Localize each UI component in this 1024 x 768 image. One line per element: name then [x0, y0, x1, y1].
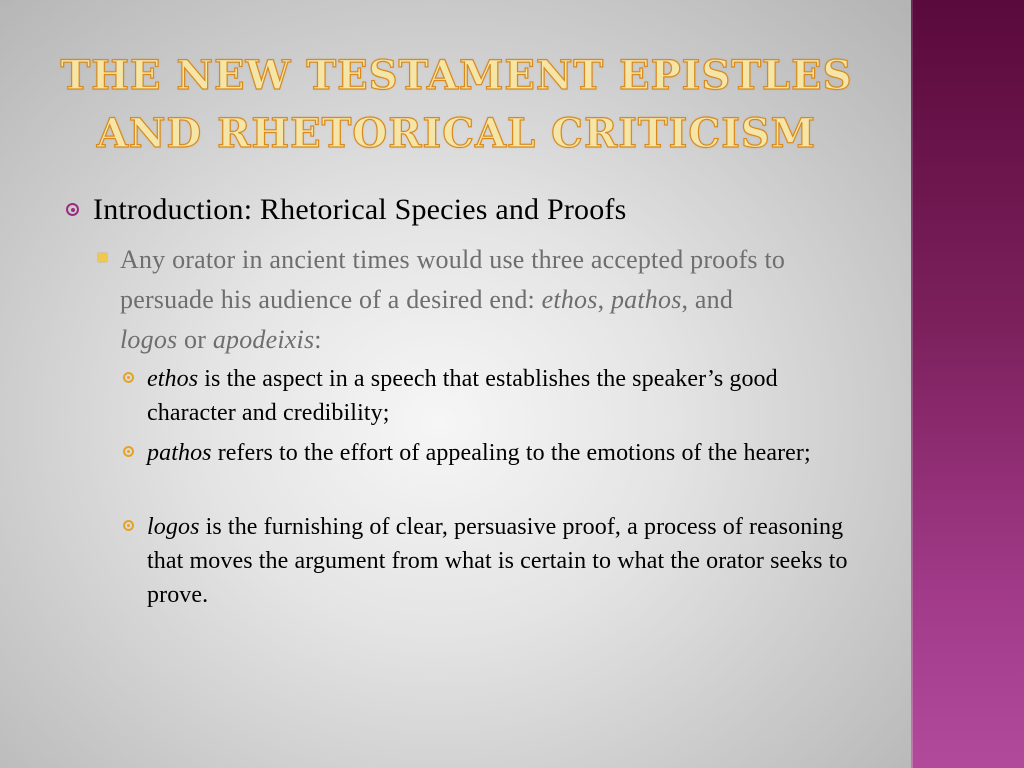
circled-dot-icon	[66, 203, 79, 216]
ring-bullet-icon	[123, 446, 134, 457]
bullet-level1-introduction	[66, 190, 896, 230]
square-bullet-icon	[98, 253, 107, 262]
bullet-term: ethos	[147, 366, 199, 392]
ring-bullet-icon	[123, 372, 134, 383]
bullet-level1-text: Introduction: Rhetorical Species and Proofs	[93, 193, 627, 226]
bullet-level3-text	[147, 510, 863, 612]
level2-separator-2: , and	[681, 285, 734, 314]
bullet-definition: is the aspect in a speech that establishes the speaker’s good character and credibility;	[147, 366, 778, 426]
level2-lead-text: Any orator in ancient times would use three accepted proofs to persuade his audience of a desired end:	[120, 245, 786, 314]
bullet-level3-logos	[123, 510, 863, 612]
bullet-term: logos	[147, 514, 200, 540]
level2-trailing-colon: :	[314, 325, 322, 354]
term-ethos: ethos	[541, 285, 598, 314]
term-pathos: pathos	[610, 285, 682, 314]
bullet-level2-proofs	[96, 240, 796, 360]
slide-title-line-2: AND RHETORICAL CRITICISM	[96, 110, 817, 157]
bullet-level3-text	[147, 436, 863, 470]
slide-title-line-1: THE NEW TESTAMENT EPISTLES	[60, 52, 853, 99]
ring-bullet-icon	[123, 520, 134, 531]
term-logos: logos	[120, 325, 178, 354]
bullet-term: pathos	[147, 440, 212, 466]
bullet-level2-text	[120, 240, 796, 360]
bullet-definition: refers to the effort of appealing to the emotions of the hearer;	[211, 440, 811, 466]
level2-separator-1: ,	[597, 285, 611, 314]
level2-separator-3: or	[177, 325, 213, 354]
bullet-level3-pathos	[123, 436, 863, 470]
bullet-level3-ethos	[123, 362, 863, 430]
decorative-sidebar	[913, 0, 1024, 768]
bullet-definition: is the furnishing of clear, persuasive proof, a process of reasoning that moves the argument from what is certain to what the orator seeks to prove.	[147, 514, 848, 608]
bullet-level3-text	[147, 362, 863, 430]
term-apodeixis: apodeixis	[212, 325, 315, 354]
